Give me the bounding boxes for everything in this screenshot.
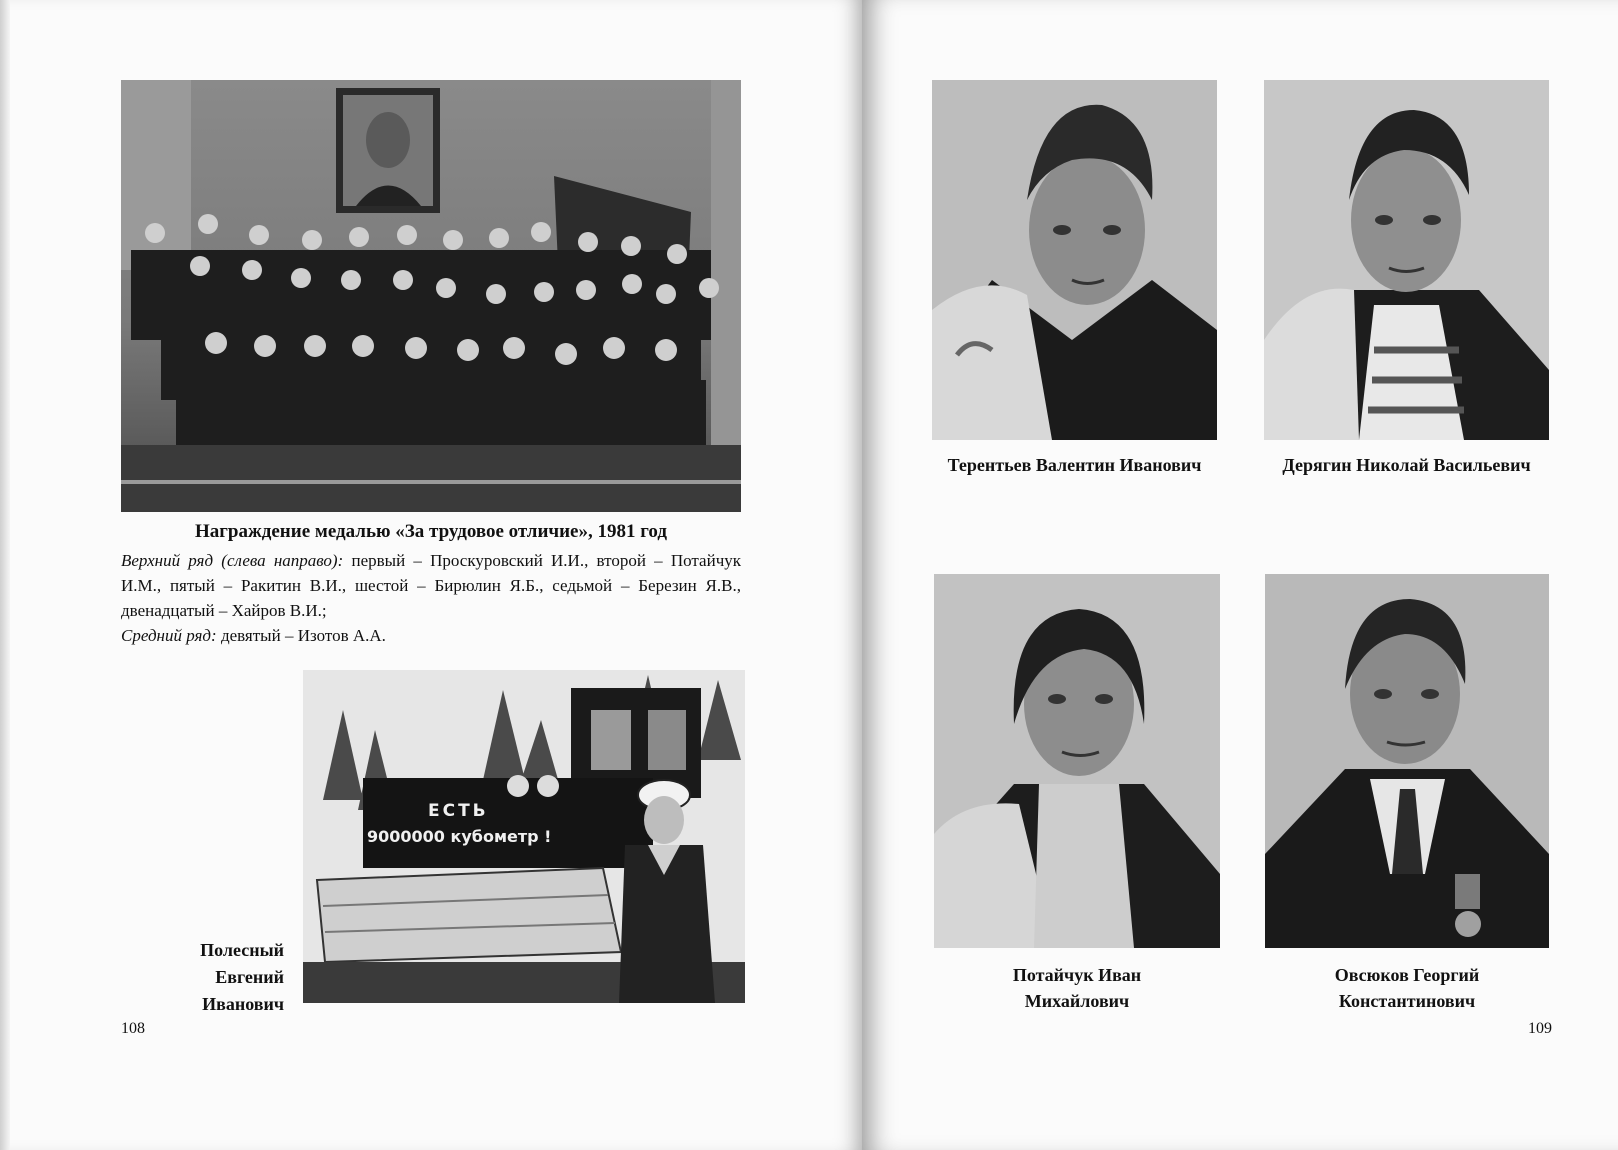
portrait-photo-2 [1264,80,1549,440]
portrait-4-name-line2: Константинович [1338,991,1476,1011]
page-number-right: 109 [1528,1020,1552,1037]
page-number-left: 108 [121,1020,145,1037]
portrait-name-3 [924,962,1230,1014]
portrait-name-4 [1255,962,1559,1014]
portrait-1-name-line1: Терентьев Валентин Иванович [947,455,1202,475]
bulldozer-name-line3: Иванович [202,994,284,1014]
portrait-photo-1 [932,80,1217,440]
bulldozer-name-line1: Полесный [200,940,284,960]
group-photo [121,80,741,512]
portrait-3-name-line1: Потайчук Иван [1012,965,1142,985]
caption-row1-label: Верхний ряд (слева направо): [121,551,344,570]
bulldozer-name-line2: Евгений [215,967,284,987]
right-page [862,0,1618,1150]
portrait-name-2 [1254,452,1559,478]
bulldozer-sign-line2: 9000000 кубометр ! [367,827,552,846]
caption-row1-text: первый – Проскуровский И.И., второй – Потайчук И.М., пятый – Ракитин В.И., шестой – Бирюлин Я.Б., седьмой – Березин Я.В., двенадцатый – Хайров В.И.; [121,551,742,620]
portrait-2-name-line1: Дерягин Николай Васильевич [1282,455,1531,475]
page-edge [0,0,10,1150]
bulldozer-sign-line1: ЕСТЬ [428,801,489,821]
portrait-photo-4 [1265,574,1549,948]
portrait-3-name-line2: Михайлович [1024,991,1130,1011]
bulldozer-photo [303,670,745,1003]
caption-row2-text: девятый – Изотов А.А. [220,626,386,645]
group-photo-caption-title: Награждение медалью «За трудовое отличие», 1981 год [195,521,667,542]
portrait-4-name-line1: Овсюков Георгий [1334,965,1480,985]
group-photo-caption-body [121,548,741,648]
bulldozer-person-name [150,937,284,1018]
caption-row2-label: Средний ряд: [121,626,217,645]
portrait-name-1 [922,452,1227,478]
portrait-photo-3 [934,574,1220,948]
